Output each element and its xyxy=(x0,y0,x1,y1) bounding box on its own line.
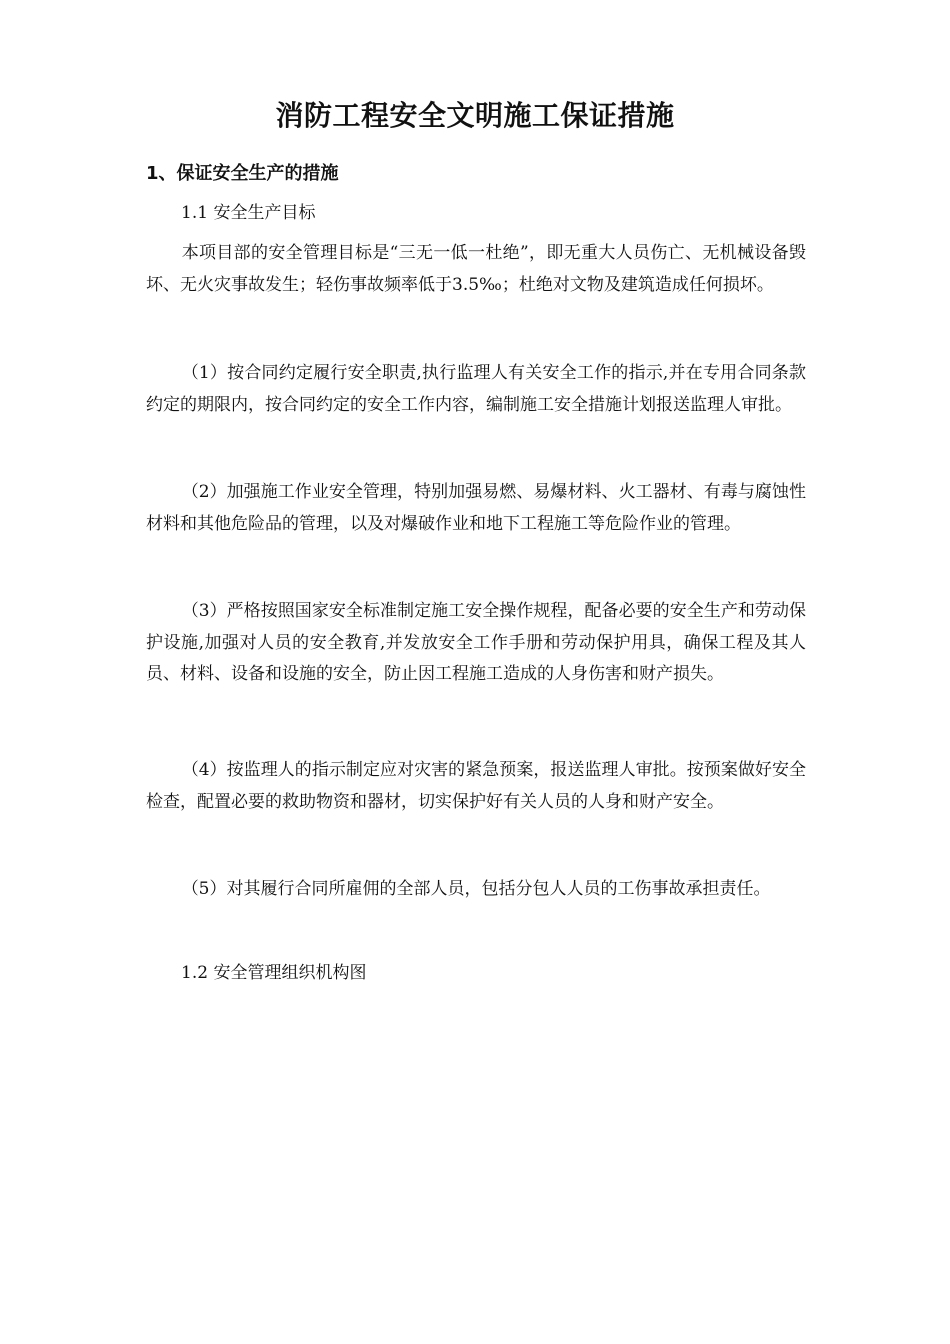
subheading-1-1: 1.1 安全生产目标 xyxy=(181,203,316,223)
paragraph-item-4: （4）按监理人的指示制定应对灾害的紧急预案，报送监理人审批。按预案做好安全检查，配置必要的救助物资和器材，切实保护好有关人员的人身和财产安全。 xyxy=(146,760,806,812)
subheading-1-2: 1.2 安全管理组织机构图 xyxy=(181,963,367,983)
paragraph-item-3: （3）严格按照国家安全标准制定施工安全操作规程，配备必要的安全生产和劳动保护设施,加强对人员的安全教育,并发放安全工作手册和劳动保护用具，确保工程及其人员、材料、设备和设施的安全，防止因工程施工造成的人身伤害和财产损失。 xyxy=(146,601,806,685)
paragraph-safety-goal: 本项目部的安全管理目标是“三无一低一杜绝”，即无重大人员伤亡、无机械设备毁坏、无火灾事故发生；轻伤事故频率低于3.5‰；杜绝对文物及建筑造成任何损坏。 xyxy=(146,243,806,295)
page-title: 消防工程安全文明施工保证措施 xyxy=(275,99,675,132)
paragraph-item-1: （1）按合同约定履行安全职责,执行监理人有关安全工作的指示,并在专用合同条款约定的期限内，按合同约定的安全工作内容，编制施工安全措施计划报送监理人审批。 xyxy=(146,363,806,415)
paragraph-item-5: （5）对其履行合同所雇佣的全部人员，包括分包人人员的工伤事故承担责任。 xyxy=(181,879,771,899)
section-heading-1: 1、保证安全生产的措施 xyxy=(146,163,339,184)
paragraph-item-2: （2）加强施工作业安全管理，特别加强易燃、易爆材料、火工器材、有毒与腐蚀性材料和其他危险品的管理，以及对爆破作业和地下工程施工等危险作业的管理。 xyxy=(146,482,806,534)
